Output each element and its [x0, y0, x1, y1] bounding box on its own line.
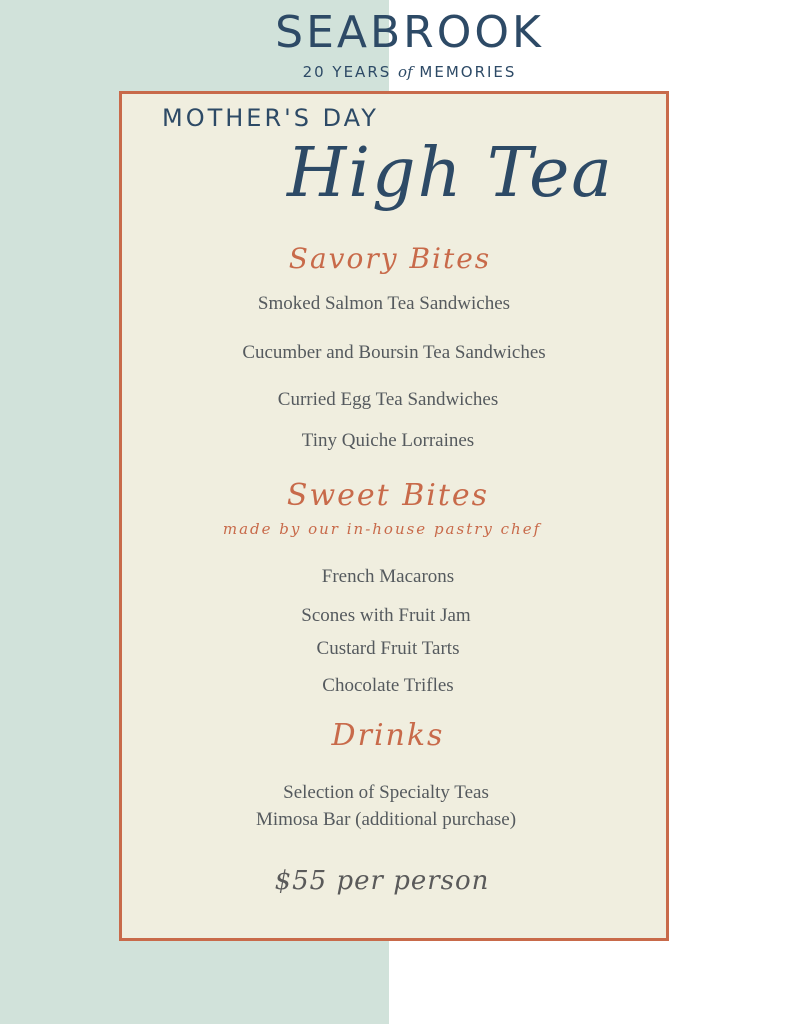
menu-item: Smoked Salmon Tea Sandwiches	[257, 293, 511, 314]
sweet-subheading: made by our in-house pastry chef	[222, 520, 542, 538]
menu-item: Tiny Quiche Lorraines	[301, 430, 475, 451]
menu-item: Scones with Fruit Jam	[301, 605, 471, 626]
menu-card	[119, 91, 669, 941]
menu-item: Mimosa Bar (additional purchase)	[255, 809, 517, 830]
occasion-label: MOTHER'S DAY	[162, 104, 379, 132]
menu-item: Chocolate Trifles	[322, 675, 454, 696]
drinks-heading: Drinks	[331, 718, 445, 753]
brand-name: SEABROOK	[275, 7, 544, 58]
menu-item: Curried Egg Tea Sandwiches	[277, 389, 499, 410]
menu-item: Custard Fruit Tarts	[316, 638, 460, 659]
sweet-heading: Sweet Bites	[286, 478, 490, 513]
brand-tagline	[28, 63, 791, 81]
menu-item: Selection of Specialty Teas	[283, 782, 489, 803]
tagline-memories: MEMORIES	[419, 63, 517, 81]
menu-item: French Macarons	[321, 566, 455, 587]
tagline-of: of	[398, 63, 413, 81]
savory-heading: Savory Bites	[288, 242, 492, 275]
menu-item: Cucumber and Boursin Tea Sandwiches	[242, 342, 546, 363]
price-label: $55 per person	[274, 866, 490, 896]
brand-header	[0, 6, 791, 81]
menu-title: High Tea	[287, 134, 614, 213]
tagline-years: 20 YEARS	[302, 63, 392, 81]
